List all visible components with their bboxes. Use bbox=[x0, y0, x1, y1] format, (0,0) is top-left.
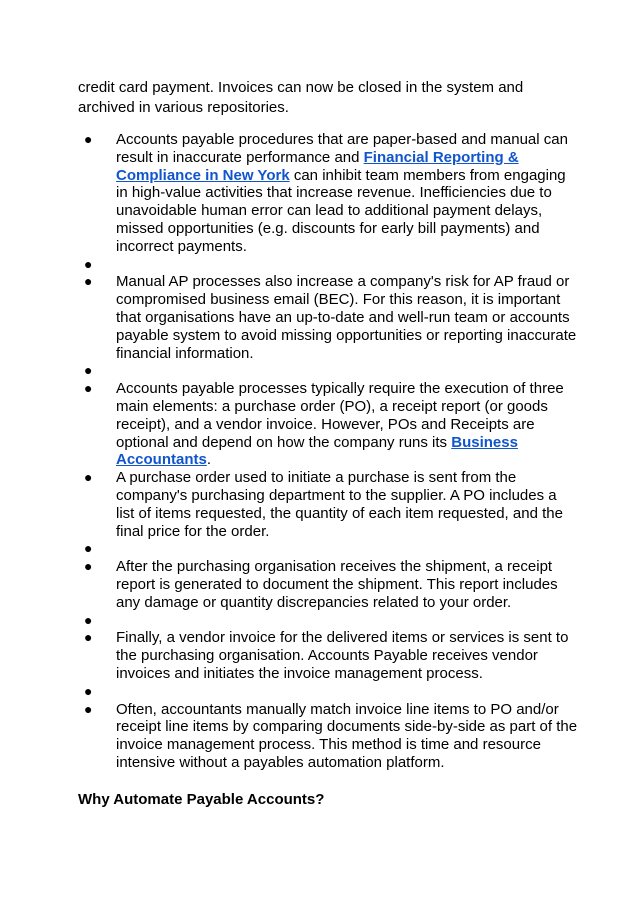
financial-reporting-link[interactable]: Financial Reporting & Compliance in New York bbox=[116, 148, 519, 184]
bullet-icon: ● bbox=[84, 558, 93, 575]
list-item-text: Manual AP processes also increase a company's risk for AP fraud or compromised business email (BEC). For this reason, it is important that organisations have an up-to-date and well-run team or accounts payable system to avoid missing opportunities or reporting inaccurate financial information. bbox=[116, 273, 577, 362]
bullet-icon: ● bbox=[84, 469, 93, 486]
list-item bbox=[78, 469, 578, 540]
list-item-text: A purchase order used to initiate a purchase is sent from the company's purchasing department to the supplier. A PO includes a list of items requested, the quantity of each item requested, and the final price for the order. bbox=[116, 469, 563, 540]
section-heading: Why Automate Payable Accounts? bbox=[78, 790, 325, 808]
list-item-empty bbox=[78, 362, 578, 380]
bullet-icon: ● bbox=[84, 629, 93, 646]
bullet-icon: ● bbox=[84, 255, 93, 272]
intro-paragraph: credit card payment. Invoices can now be closed in the system and archived in various repositories. bbox=[78, 79, 524, 116]
list-item bbox=[78, 380, 578, 469]
list-item bbox=[78, 629, 578, 682]
list-item-text: After the purchasing organisation receives the shipment, a receipt report is generated to document the shipment. This report includes any damage or quantity discrepancies related to your order. bbox=[116, 558, 558, 611]
list-item-empty bbox=[78, 540, 578, 558]
bullet-icon: ● bbox=[84, 540, 93, 557]
list-item-text: Accounts payable procedures that are paper-based and manual can result in inaccurate performance and bbox=[116, 131, 568, 166]
bullet-list bbox=[78, 131, 578, 772]
bullet-icon: ● bbox=[84, 380, 93, 397]
list-item-text: Accounts payable processes typically require the execution of three main elements: a purchase order (PO), a receipt report (or goods receipt), and a vendor invoice. However, POs and Receipts are optional and depend on how the company runs its bbox=[116, 380, 564, 451]
bullet-icon: ● bbox=[84, 700, 93, 717]
list-item-text: can inhibit team members from engaging in high-value activities that increase revenue. Inefficiencies due to unavoidable human error can lead to additional payment delays, missed opportunities (e.g. discounts for early bill payments) and incorrect payments. bbox=[116, 166, 566, 255]
bullet-icon: ● bbox=[84, 611, 93, 628]
list-item-empty bbox=[78, 256, 578, 274]
list-item-text: Finally, a vendor invoice for the delivered items or services is sent to the purchasing organisation. Accounts Payable receives vendor invoices and initiates the invoice management process. bbox=[116, 629, 569, 682]
list-item-empty bbox=[78, 612, 578, 630]
bullet-icon: ● bbox=[84, 682, 93, 699]
list-item bbox=[78, 701, 578, 772]
list-item-empty bbox=[78, 683, 578, 701]
list-item-text: Often, accountants manually match invoice line items to PO and/or receipt line items by comparing documents side-by-side as part of the invoice management process. This method is time and resource intensive without a payables automation platform. bbox=[116, 700, 578, 771]
list-item-text: . bbox=[206, 451, 212, 469]
list-item bbox=[78, 558, 578, 611]
list-item bbox=[78, 273, 578, 362]
business-accountants-link[interactable]: Business Accountants bbox=[116, 433, 518, 469]
bullet-icon: ● bbox=[84, 131, 93, 147]
bullet-icon: ● bbox=[84, 362, 93, 379]
bullet-icon: ● bbox=[84, 273, 93, 290]
list-item bbox=[78, 131, 578, 256]
